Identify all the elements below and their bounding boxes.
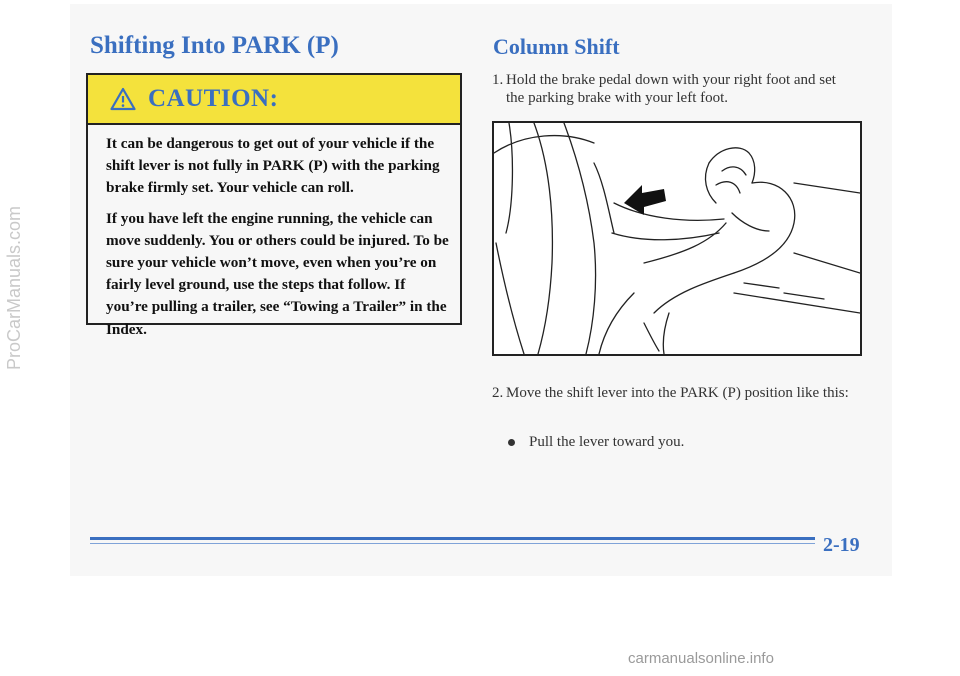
step-item [492, 71, 852, 107]
bullet-item [508, 434, 684, 451]
caution-box [86, 73, 462, 338]
step-number: 2. [492, 385, 504, 401]
step-item [492, 384, 852, 402]
footer-rule [90, 537, 815, 540]
warning-triangle-icon [110, 87, 136, 111]
bullet-text: Pull the lever toward you. [529, 434, 685, 450]
bullet-dot-icon [508, 439, 515, 446]
footer-watermark: carmanualsonline.info [628, 650, 774, 667]
footer-rule-thin [90, 543, 815, 544]
section-heading: Shifting Into PARK (P) [90, 32, 339, 59]
caution-paragraph: If you have left the engine running, the vehicle can move suddenly. You or others could be injured. To be sure your vehicle won’t move, even when you’re on fairly level ground, use the steps that follow. If you’re pulling a trailer, see “Towing a Trailer” in the Index. [106, 209, 449, 338]
steering-column-hand-drawing [494, 123, 860, 354]
watermark [4, 170, 24, 370]
step-text: Move the shift lever into the PARK (P) position like this: [506, 385, 849, 401]
column-shift-illustration [492, 121, 862, 356]
step-text: Hold the brake pedal down with your right foot and set the parking brake with your left foot. [506, 72, 836, 106]
page-number: 2-19 [823, 534, 860, 556]
subsection-heading: Column Shift [493, 34, 620, 59]
caution-paragraph: It can be dangerous to get out of your vehicle if the shift lever is not fully in PARK (P) with the parking brake firmly set. Your vehicle can roll. [106, 135, 440, 197]
caution-banner [88, 75, 460, 125]
watermark-text: ProCarManuals.com [4, 205, 24, 370]
step-number: 1. [492, 72, 504, 88]
caution-text [88, 125, 460, 341]
caution-label: CAUTION: [148, 85, 279, 112]
